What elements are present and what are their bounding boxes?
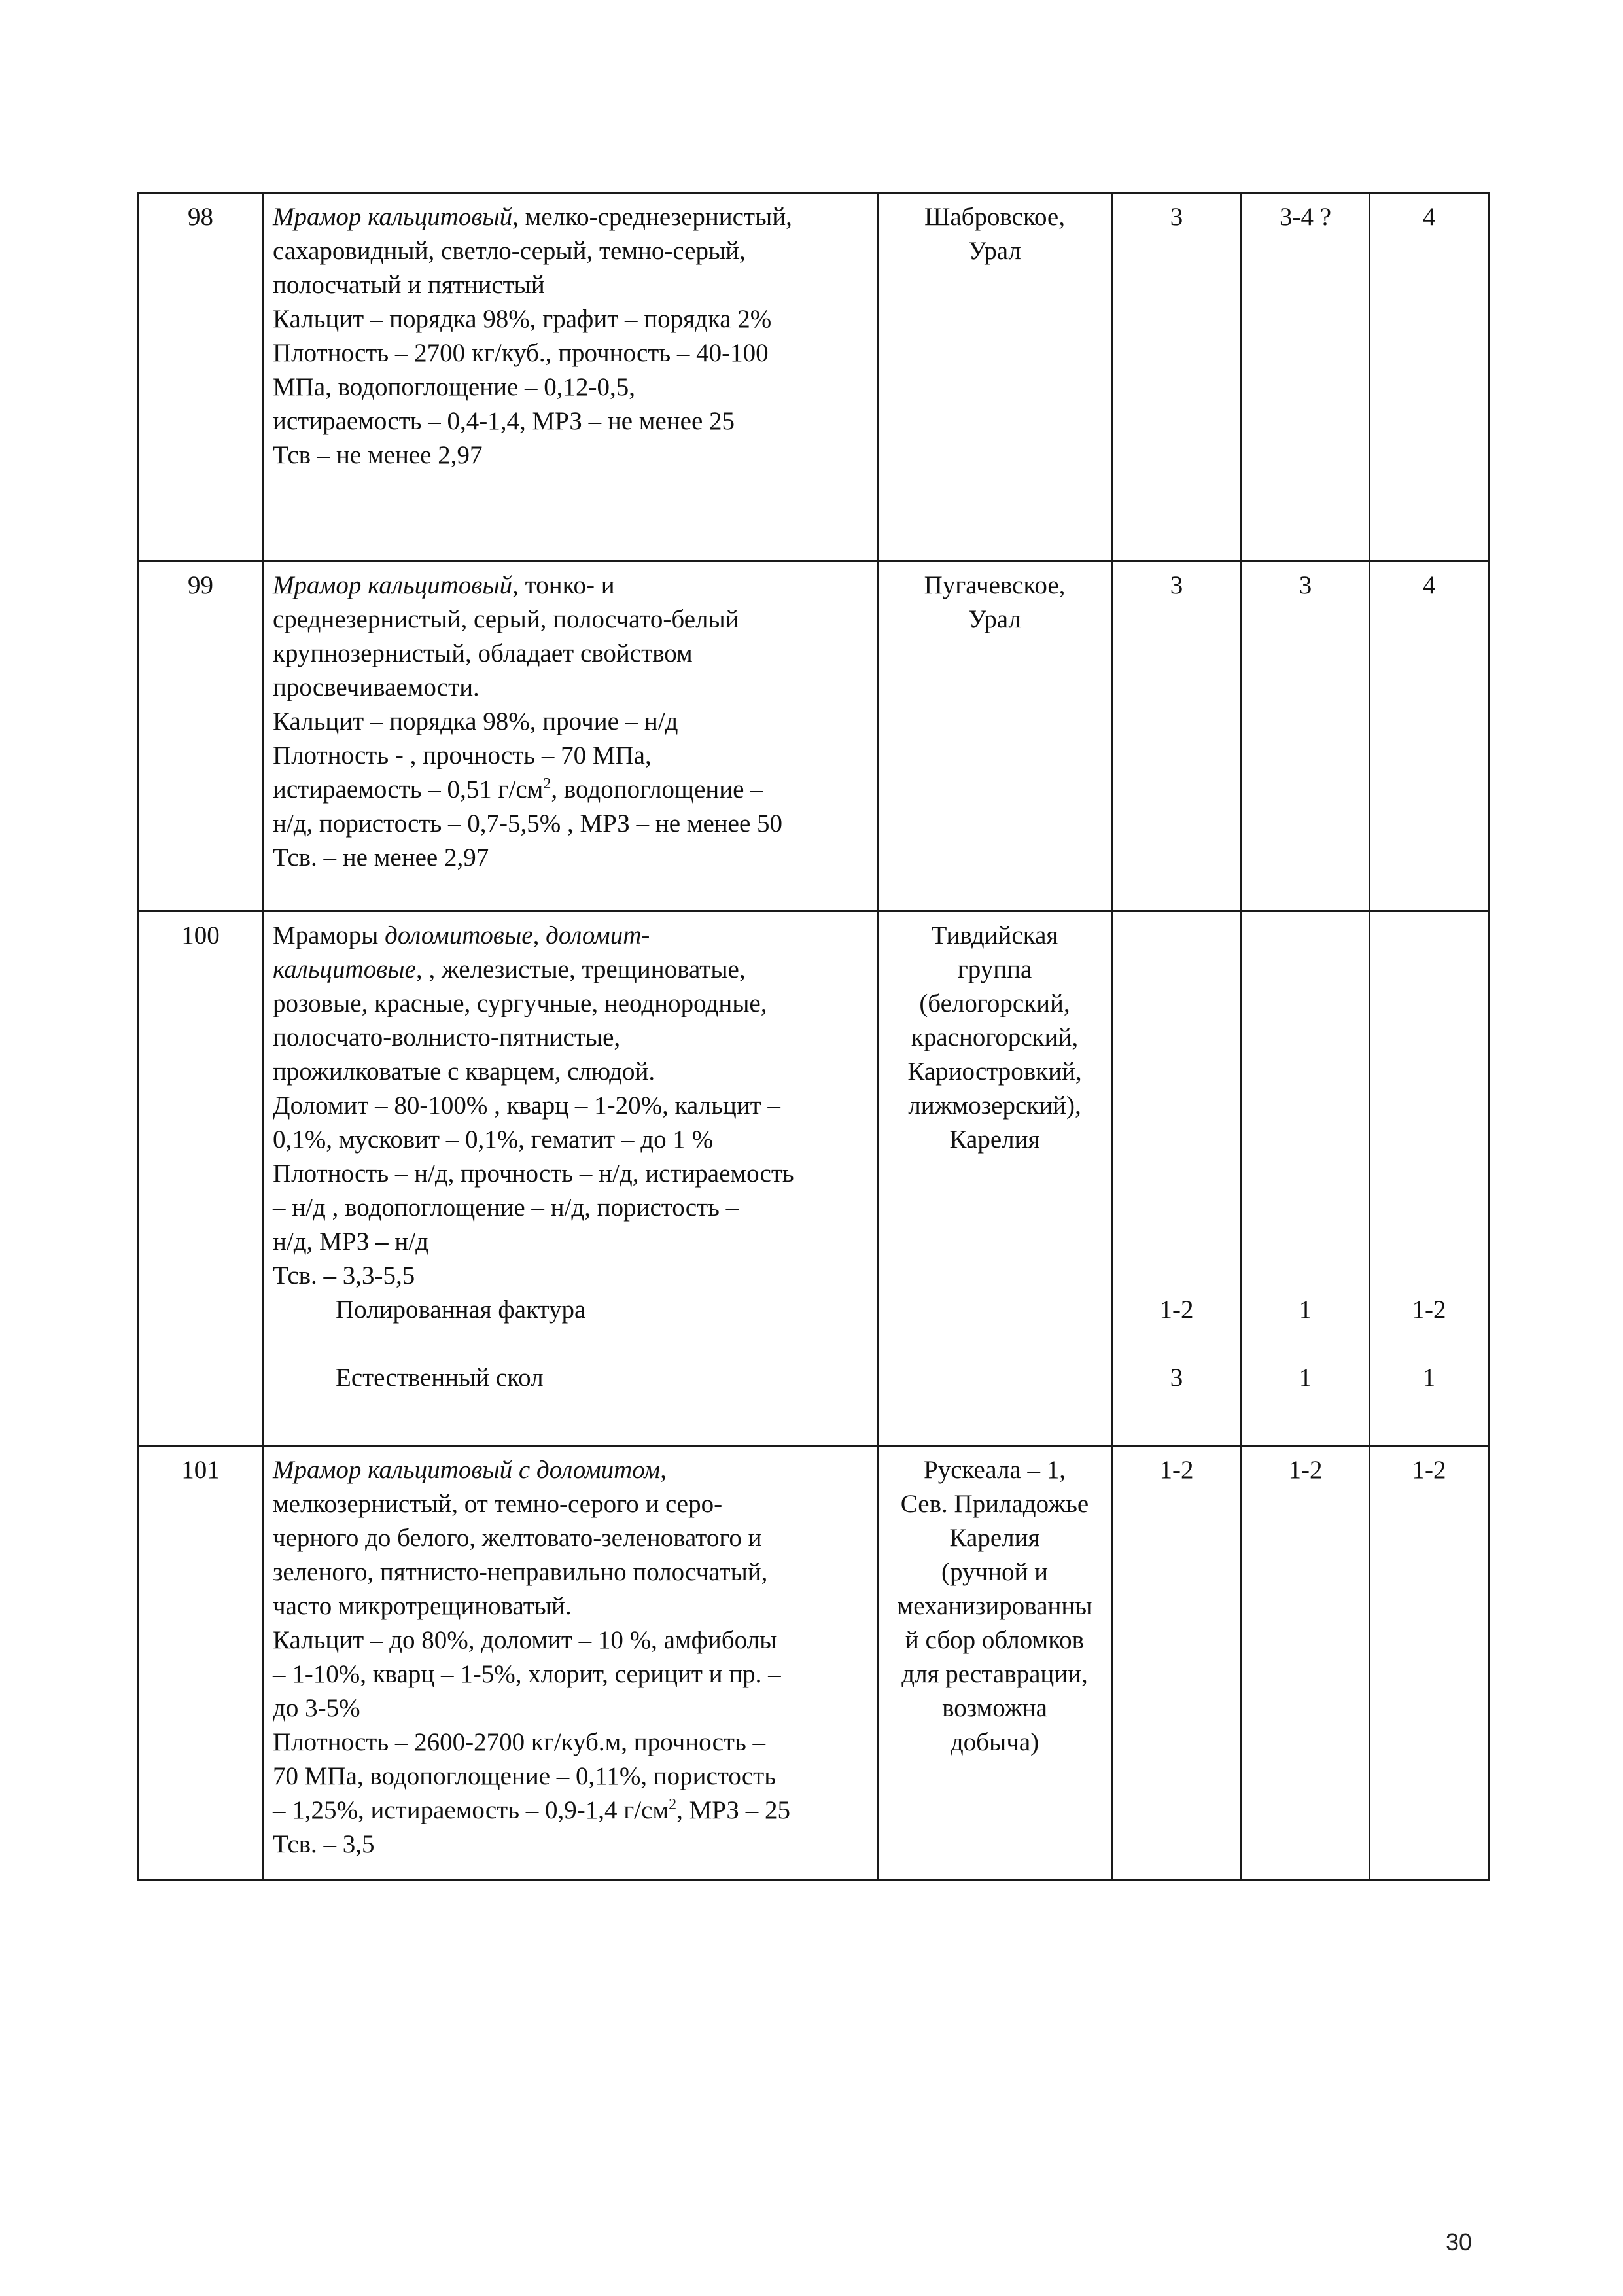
location-line: Карелия (949, 1125, 1040, 1154)
desc-line: истираемость – 0,4-1,4, МРЗ – не менее 25 (273, 407, 735, 435)
desc-text: истираемость – 0,51 г/см (273, 775, 544, 804)
page-number: 30 (1446, 2229, 1473, 2255)
desc-line: Плотность - , прочность – 70 МПа, (273, 741, 652, 769)
rating-col-4 (1242, 911, 1370, 1446)
location-line: Пугачевское, (924, 571, 1066, 599)
rating-col-3: 1-2 (1112, 1446, 1242, 1880)
location-line: й сбор обломков (905, 1626, 1085, 1654)
rating-col-3 (1112, 911, 1242, 1446)
desc-line: часто микротрещиноватый. (273, 1592, 572, 1620)
location-line: (ручной и (941, 1558, 1048, 1586)
desc-line: н/д, пористость – 0,7-5,5% , МРЗ – не менее 50 (273, 809, 783, 838)
desc-line: – 1-10%, кварц – 1-5%, хлорит, серицит и пр. – (273, 1660, 781, 1688)
table-row (139, 561, 1489, 911)
desc-line: среднезернистый, серый, полосчато-белый (273, 605, 739, 633)
location-line: добыча) (950, 1728, 1039, 1756)
rating-col-4: 3 (1242, 561, 1370, 911)
desc-text: , (660, 1456, 667, 1484)
deposit-location (878, 1446, 1112, 1880)
desc-line: розовые, красные, сургучные, неоднородные, (273, 989, 767, 1017)
deposit-location (878, 193, 1112, 561)
row-number: 101 (139, 1446, 263, 1880)
desc-line: полосчато-волнисто-пятнистые, (273, 1023, 621, 1051)
desc-line: Кальцит – порядка 98%, прочие – н/д (273, 707, 678, 735)
material-description (263, 911, 878, 1446)
desc-line: Тсв – не менее 2,97 (273, 441, 483, 469)
rating-col-5: 4 (1370, 561, 1489, 911)
desc-line: МПа, водопоглощение – 0,12-0,5, (273, 373, 635, 401)
location-line: для реставрации, (901, 1660, 1088, 1688)
desc-line: зеленого, пятнисто-неправильно полосчатый, (273, 1558, 768, 1586)
materials-table (137, 192, 1490, 1881)
desc-line: Кальцит – порядка 98%, графит – порядка 2% (273, 305, 772, 333)
location-line: Шабровское, (924, 203, 1065, 231)
desc-line: Плотность – 2700 кг/куб., прочность – 40-100 (273, 339, 769, 367)
rating-natural: 3 (1170, 1364, 1183, 1392)
finish-polished-label: Полированная фактура (336, 1296, 586, 1324)
rating-col-5 (1370, 911, 1489, 1446)
location-line: Рускеала – 1, (924, 1456, 1066, 1484)
rating-natural: 1 (1422, 1364, 1436, 1392)
desc-line: 70 МПа, водопоглощение – 0,11%, пористость (273, 1762, 776, 1790)
desc-line: до 3-5% (273, 1694, 360, 1722)
desc-line: мелкозернистый, от темно-серого и серо- (273, 1490, 723, 1518)
rating-col-4: 1-2 (1242, 1446, 1370, 1880)
superscript: 2 (543, 775, 551, 792)
desc-text: , МРЗ – 25 (676, 1796, 790, 1824)
desc-line: крупнозернистый, обладает свойством (273, 639, 693, 667)
desc-line: Доломит – 80-100% , кварц – 1-20%, кальцит – (273, 1091, 780, 1120)
desc-text: – 1,25%, истираемость – 0,9-1,4 г/см (273, 1796, 669, 1824)
rating-col-4: 3-4 ? (1242, 193, 1370, 561)
desc-text: , тонко- и (512, 571, 615, 599)
desc-line: черного до белого, желтовато-зеленоватого и (273, 1524, 762, 1552)
material-description (263, 193, 878, 561)
material-description (263, 561, 878, 911)
superscript: 2 (669, 1796, 677, 1813)
location-line: Сев. Приладожье (900, 1490, 1089, 1518)
table-row (139, 911, 1489, 1446)
desc-text: , мелко-среднезернистый, (512, 203, 792, 231)
rating-col-5: 1-2 (1370, 1446, 1489, 1880)
desc-text: , железистые, трещиноватые, (422, 955, 746, 983)
location-line: Урал (968, 605, 1021, 633)
material-title: Мрамор кальцитовый (273, 571, 513, 599)
location-line: красногорский, (911, 1023, 1079, 1051)
deposit-location (878, 911, 1112, 1446)
location-line: Урал (968, 237, 1021, 265)
desc-line: Кальцит – до 80%, доломит – 10 %, амфиболы (273, 1626, 777, 1654)
desc-text: Мраморы (273, 921, 385, 949)
location-line: Кариостровкий, (907, 1057, 1082, 1086)
location-line: механизированны (897, 1592, 1092, 1620)
desc-line: Тсв. – не менее 2,97 (273, 843, 489, 872)
desc-line: сахаровидный, светло-серый, темно-серый, (273, 237, 746, 265)
desc-line: просвечиваемости. (273, 673, 480, 701)
desc-line: 0,1%, мусковит – 0,1%, гематит – до 1 % (273, 1125, 714, 1154)
material-title: Мрамор кальцитовый (273, 203, 513, 231)
material-title: Мрамор кальцитовый с доломитом (273, 1456, 661, 1484)
desc-line: Плотность – 2600-2700 кг/куб.м, прочность – (273, 1728, 766, 1756)
desc-line: Плотность – н/д, прочность – н/д, истираемость (273, 1159, 794, 1188)
rating-col-3: 3 (1112, 193, 1242, 561)
material-title: доломитовые, доломит- (385, 921, 650, 949)
row-number: 100 (139, 911, 263, 1446)
desc-text: , водопоглощение – (551, 775, 763, 804)
location-line: (белогорский, (919, 989, 1070, 1017)
material-title: кальцитовые, (273, 955, 423, 983)
rating-col-5: 4 (1370, 193, 1489, 561)
location-line: группа (957, 955, 1032, 983)
desc-line: Тсв. – 3,5 (273, 1830, 375, 1858)
rating-polished: 1 (1299, 1296, 1312, 1324)
material-description (263, 1446, 878, 1880)
rating-col-3: 3 (1112, 561, 1242, 911)
desc-line: полосчатый и пятнистый (273, 271, 545, 299)
finish-natural-label: Естественный скол (336, 1364, 544, 1392)
table-row (139, 1446, 1489, 1880)
location-line: Тивдийская (931, 921, 1058, 949)
location-line: возможна (942, 1694, 1047, 1722)
rating-polished: 1-2 (1412, 1296, 1446, 1324)
row-number: 98 (139, 193, 263, 561)
row-number: 99 (139, 561, 263, 911)
deposit-location (878, 561, 1112, 911)
rating-polished: 1-2 (1159, 1296, 1194, 1324)
desc-line: н/д, МРЗ – н/д (273, 1227, 428, 1256)
desc-line: прожилковатые с кварцем, слюдой. (273, 1057, 655, 1086)
table-row (139, 193, 1489, 561)
location-line: лижмозерский), (908, 1091, 1081, 1120)
desc-line: – н/д , водопоглощение – н/д, пористость – (273, 1193, 739, 1222)
rating-natural: 1 (1299, 1364, 1312, 1392)
location-line: Карелия (949, 1524, 1040, 1552)
desc-line: Тсв. – 3,3-5,5 (273, 1262, 415, 1290)
